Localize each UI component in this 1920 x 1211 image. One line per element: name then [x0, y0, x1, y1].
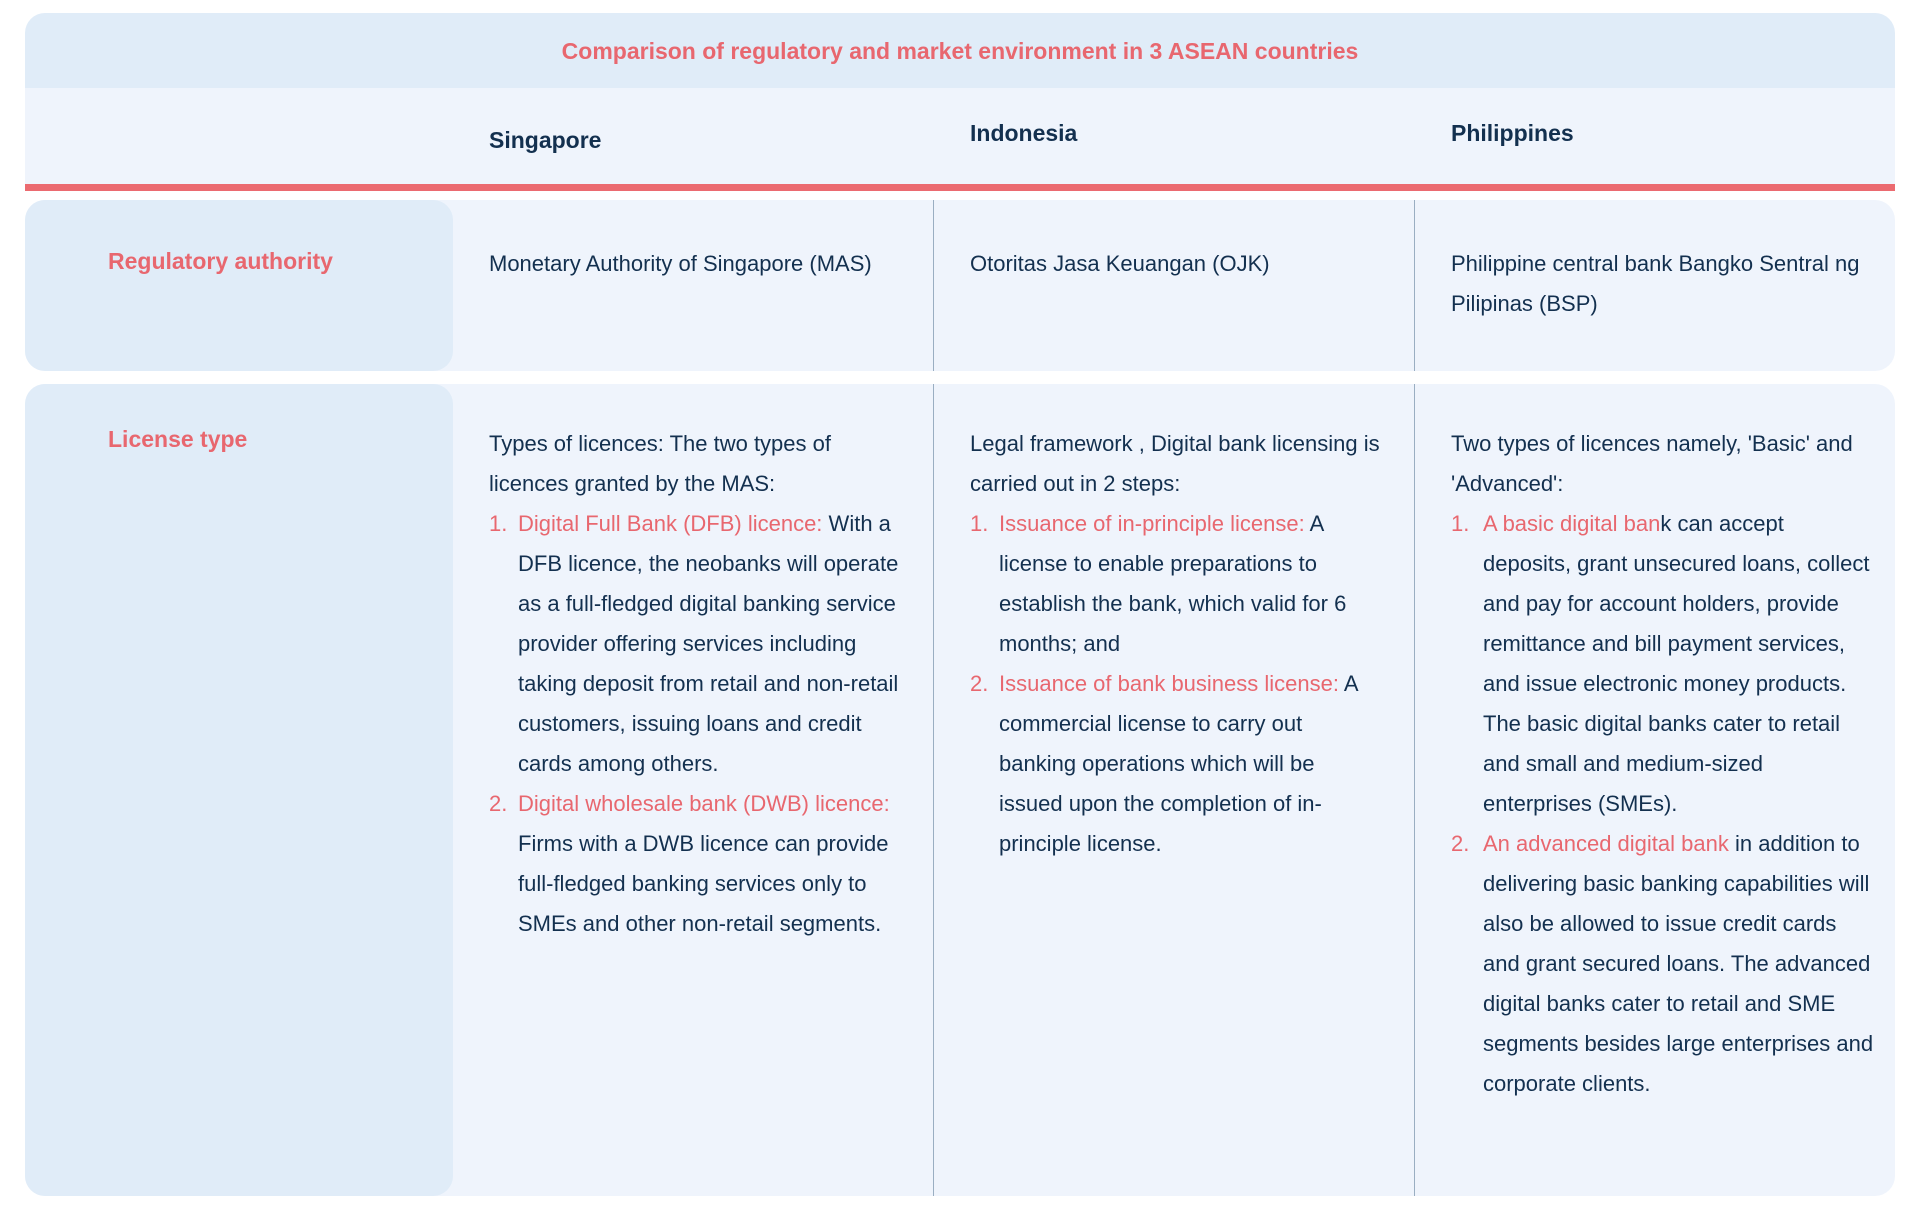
column-divider	[933, 200, 934, 371]
list-number: 2.	[1451, 831, 1470, 856]
cell-indonesia	[970, 244, 1390, 284]
list-item	[489, 784, 899, 944]
list-item	[1451, 504, 1876, 824]
cell-singapore	[489, 244, 929, 284]
cell-singapore	[489, 424, 899, 944]
list-item-highlight: A basic digital ban	[1483, 511, 1661, 536]
column-header-indonesia: Indonesia	[970, 120, 1078, 146]
column-header-row	[25, 88, 1895, 184]
list-item-text: A license to enable preparations to establish the bank, which valid for 6 months; and	[999, 511, 1347, 656]
list-item	[1451, 824, 1876, 1104]
list-number: 2.	[970, 671, 989, 696]
table-title-band	[25, 13, 1895, 88]
cell-text: Monetary Authority of Singapore (MAS)	[489, 251, 872, 276]
cell-intro: Legal framework , Digital bank licensing is carried out in 2 steps:	[970, 431, 1380, 496]
row-label-panel	[25, 384, 453, 1196]
cell-intro: Types of licences: The two types of licences granted by the MAS:	[489, 431, 831, 496]
list-item-text: A commercial license to carry out banking operations which will be issued upon the completion of in-principle license.	[999, 671, 1358, 856]
list-item	[970, 504, 1380, 664]
column-divider	[1414, 200, 1415, 371]
list-item-text: in addition to delivering basic banking capabilities will also be allowed to issue credit cards and grant secured loans. The advanced digital banks cater to retail and SME segments besides large enterprises and corporate clients.	[1483, 831, 1874, 1096]
list-item-text: Firms with a DWB licence can provide full-fledged banking services only to SMEs and other non-retail segments.	[518, 831, 889, 936]
license-list	[1451, 504, 1876, 1104]
row-label: Regulatory authority	[108, 248, 333, 274]
list-number: 1.	[970, 511, 989, 536]
cell-text: Philippine central bank Bangko Sentral ng Pilipinas (BSP)	[1451, 251, 1860, 316]
list-item-text: k can accept deposits, grant unsecured loans, collect and pay for account holders, provide remittance and bill payment services, and issue electronic money products. The basic digital banks cater to retail and small and medium-sized enterprises (SMEs).	[1483, 511, 1870, 816]
table-row-regulatory-authority	[25, 200, 1895, 371]
list-item-highlight: Digital wholesale bank (DWB) licence:	[518, 791, 890, 816]
table-row-license-type	[25, 384, 1895, 1196]
list-item	[970, 664, 1380, 864]
column-divider	[1414, 384, 1415, 1196]
cell-intro: Two types of licences namely, 'Basic' and 'Advanced':	[1451, 431, 1853, 496]
column-divider	[933, 384, 934, 1196]
list-item	[489, 504, 899, 784]
column-header-singapore: Singapore	[489, 127, 602, 153]
cell-philippines	[1451, 424, 1876, 1104]
cell-philippines	[1451, 244, 1861, 324]
list-number: 2.	[489, 791, 508, 816]
license-list	[970, 504, 1380, 864]
list-item-highlight: Digital Full Bank (DFB) licence:	[518, 511, 823, 536]
license-list	[489, 504, 899, 944]
list-item-highlight: Issuance of bank business license:	[999, 671, 1339, 696]
cell-indonesia	[970, 424, 1380, 864]
table-title: Comparison of regulatory and market environment in 3 ASEAN countries	[561, 38, 1359, 64]
list-item-text: With a DFB licence, the neobanks will operate as a full-fledged digital banking service provider offering services including taking deposit from retail and non-retail customers, issuing loans and credit cards among others.	[518, 511, 899, 776]
list-number: 1.	[1451, 511, 1470, 536]
list-item-highlight: Issuance of in-principle license:	[999, 511, 1305, 536]
row-label-panel	[25, 200, 453, 371]
header-divider-bar	[25, 184, 1895, 191]
list-number: 1.	[489, 511, 508, 536]
list-item-highlight: An advanced digital bank	[1483, 831, 1729, 856]
column-header-philippines: Philippines	[1451, 120, 1574, 146]
cell-text: Otoritas Jasa Keuangan (OJK)	[970, 251, 1270, 276]
row-label: License type	[108, 426, 248, 452]
